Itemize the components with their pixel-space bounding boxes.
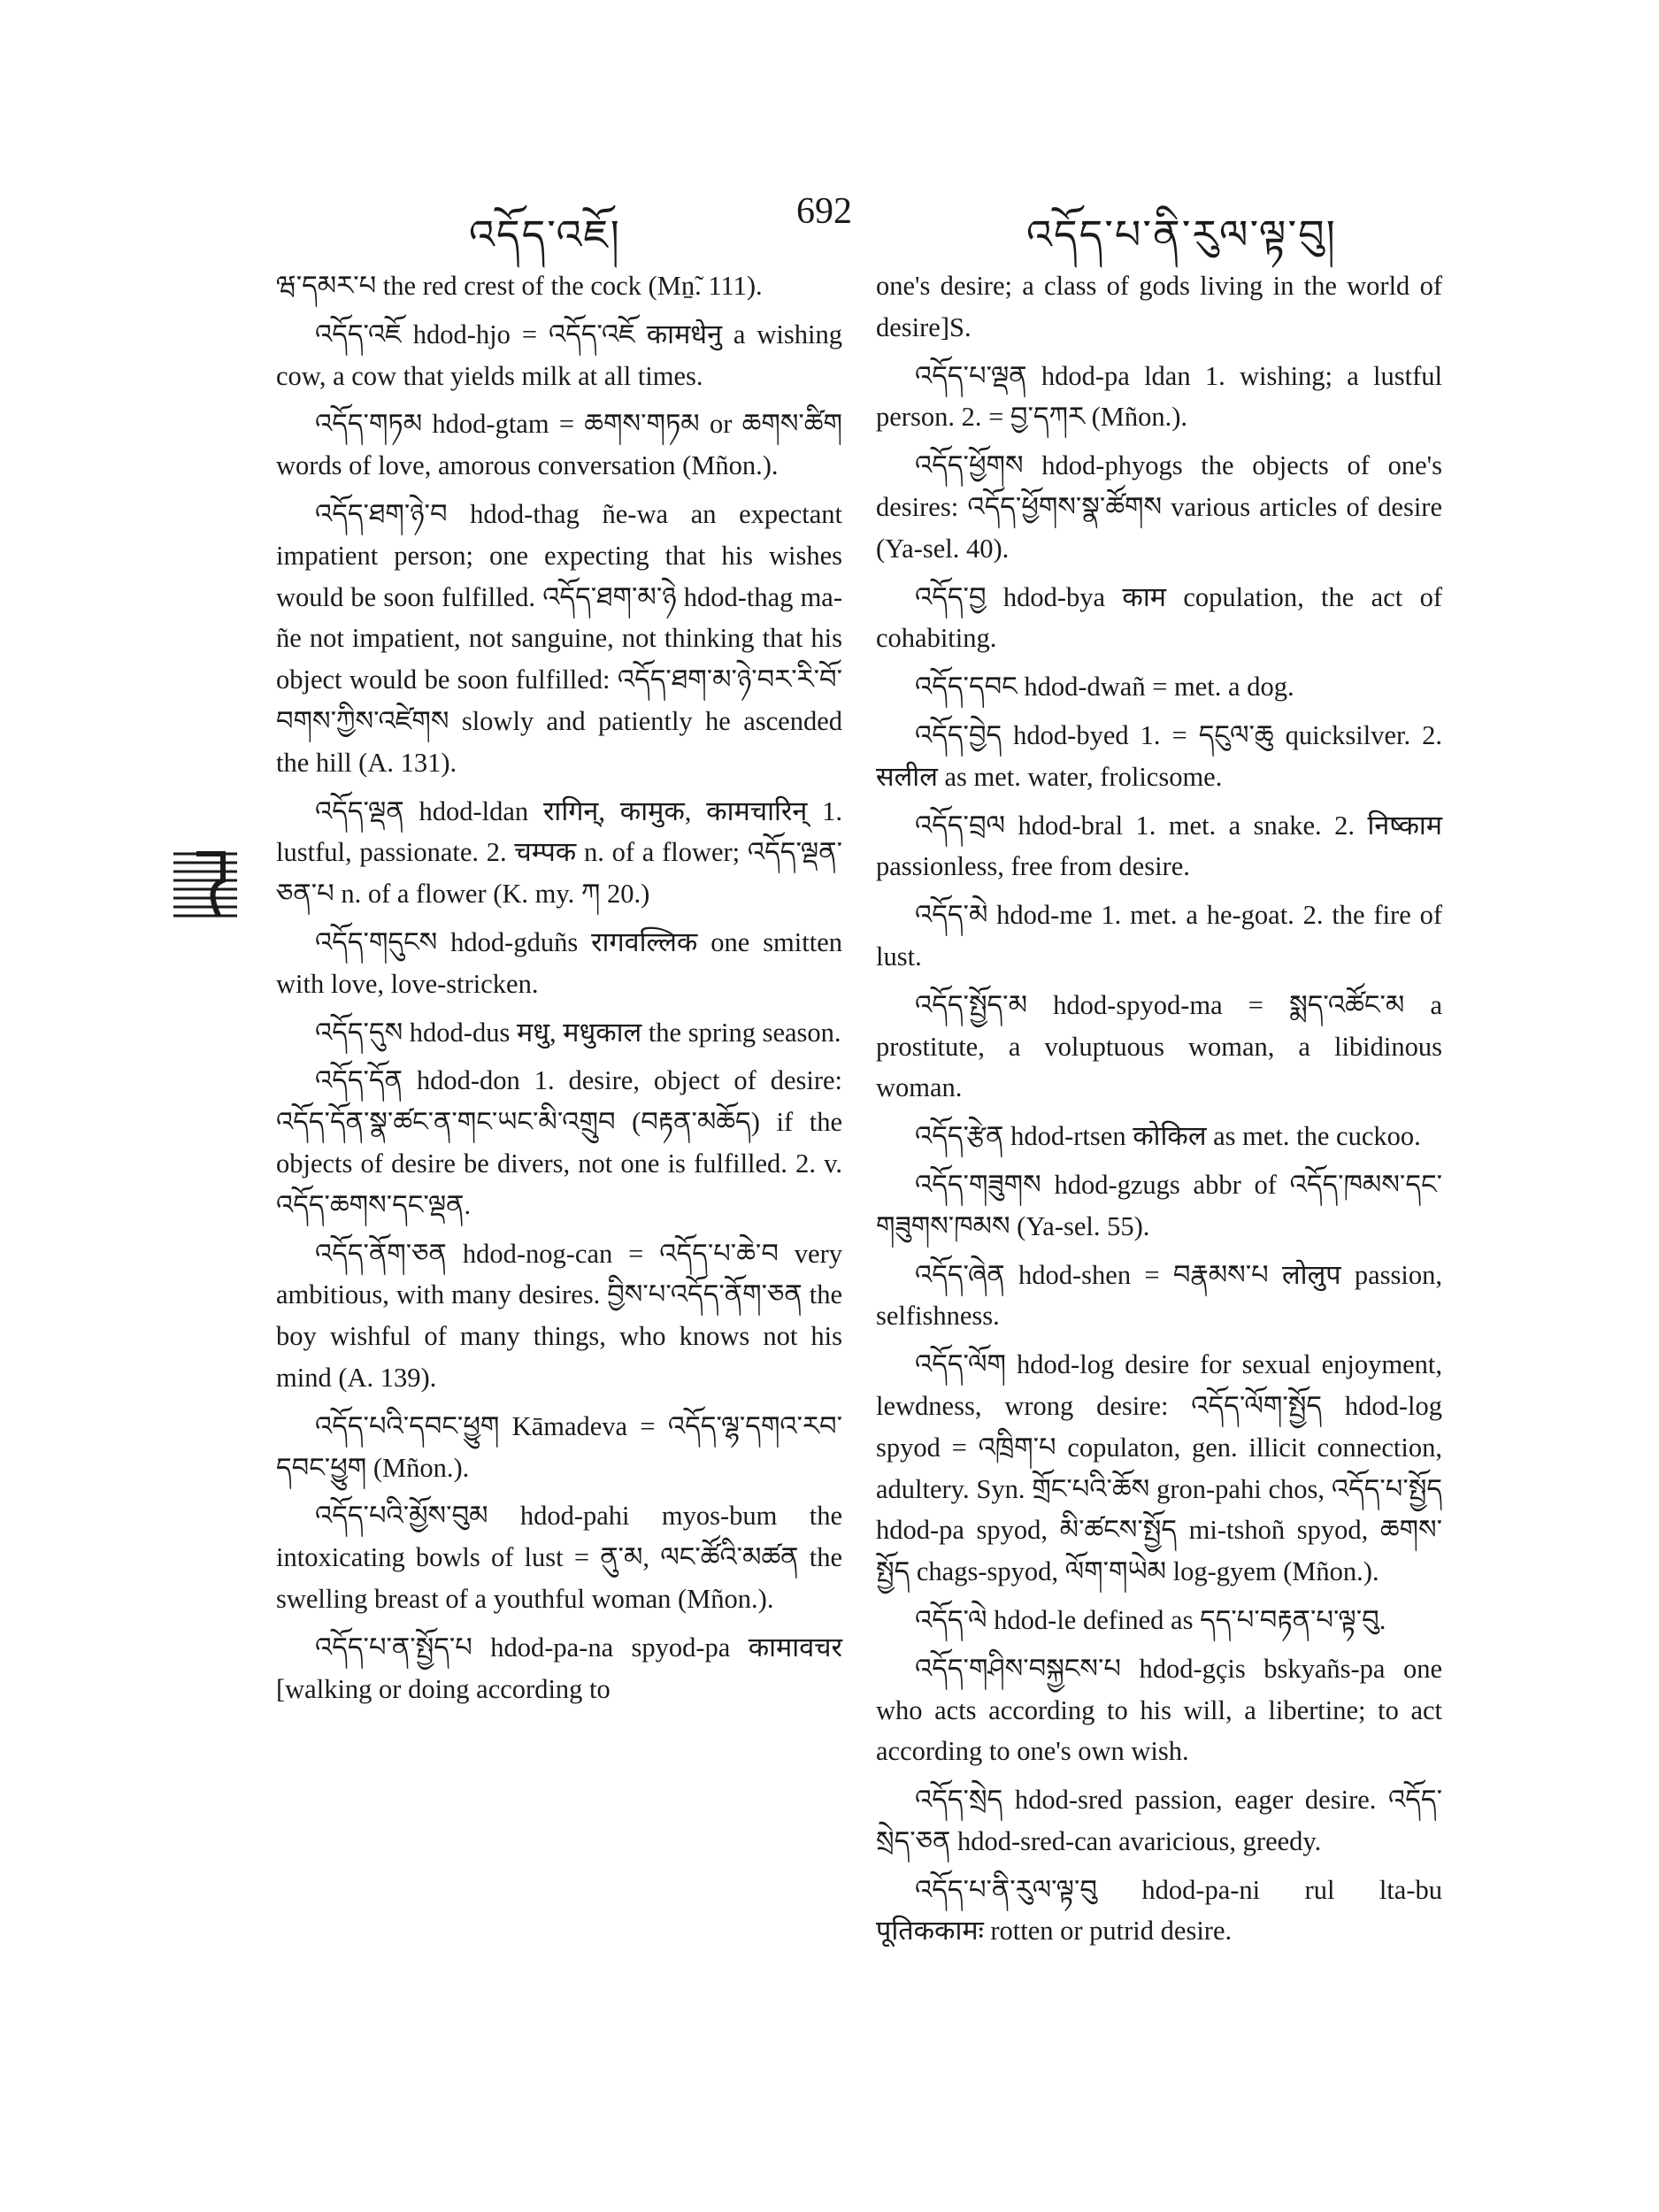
entry: འདོད་པ་ནི་རུལ་ལྟ་བུ hdod-pa-ni rul lta-bu पूतिककामः rotten or putrid desire.: [876, 1874, 1442, 1947]
entry: འདོད་བྱ hdod-bya काम copulation, the act of cohabiting.: [876, 581, 1442, 654]
entry: འདོད་གཟུགས hdod-gzugs abbr of འདོད་ཁམས་དང་གཟུགས་ཁམས (Ya-sel. 55).: [876, 1169, 1442, 1241]
header-right-headword: འདོད་པ་ནི་རུལ་ལྟ་བུ།: [1026, 212, 1337, 257]
entry: འདོད་ལོག hdod-log desire for sexual enjoyment, lewdness, wrong desire: འདོད་ལོག་སྤྱོད hdod-log spyod = འཁྲིག་པ copulaton, gen. illicit connection, adultery. Syn. གྲོང་པའི་ཆོས gron-pahi chos, འདོད་པ་སྤྱོད hdod-pa spyod, མི་ཚངས་སྤྱོད mi-tshoñ spyod, ཆགས་སྤྱོད chags-spyod, ལོག་གཡེམ log-gyem (Mñon.).: [876, 1349, 1442, 1587]
entry: འདོད་སྤྱོད་མ hdod-spyod-ma = སྨད་འཚོང་མ a prostitute, a voluptuous woman, a libidinous woman.: [876, 989, 1442, 1103]
entry: འདོད་ཐག་ཉེ་བ hdod-thag ñe-wa an expectant impatient person; one expecting that his wishes would be soon fulfilled. འདོད་ཐག་མ་ཉེ hdod-thag ma-ñe not impatient, not sanguine, not thinking that his object would be soon fulfilled: འདོད་ཐག་མ་ཉེ་བར་རི་བོ་བགས་ཀྱིས་འཛེགས slowly and patiently he ascended the hill (A. 131).: [276, 498, 842, 778]
entry: འདོད་ཕྱོགས hdod-phyogs the objects of one's desires: འདོད་ཕྱོགས་སྣ་ཚོགས various articles of desire (Ya-sel. 40).: [876, 450, 1442, 564]
entry: འདོད་པ་ལྡན hdod-pa ldan 1. wishing; a lustful person. 2. = བྱ་དཀར (Mñon.).: [876, 360, 1442, 433]
entry: འདོད་བྲལ hdod-bral 1. met. a snake. 2. निष्काम passionless, free from desire.: [876, 810, 1442, 882]
entry: འདོད་པའི་མྱོས་བུམ hdod-pahi myos-bum the intoxicating bowls of lust = ནུ་མ, ལང་ཚོའི་མཚན the swelling breast of a youthful woman (Mñon.).: [276, 1501, 842, 1614]
left-column: [276, 265, 842, 1717]
entry: འདོད་པའི་དབང་ཕྱུག Kāmadeva = འདོད་ལྷ་དགའ་རབ་དབང་ཕྱུག (Mñon.).: [276, 1410, 842, 1483]
entry: འདོད་དབང hdod-dwañ = met. a dog.: [915, 672, 1294, 703]
page-number: 692: [796, 191, 852, 232]
entry: འདོད་གཏམ hdod-gtam = ཆགས་གཏམ or ཆགས་ཚིག words of love, amorous conversation (Mñon.).: [276, 409, 842, 481]
entry: འདོད་རྩེན hdod-rtsen कोकिल as met. the cuckoo.: [915, 1121, 1421, 1152]
right-column: [876, 265, 1442, 1959]
entry: འདོད་གདུངས hdod-gduñs रागवल्लिक one smitten with love, love-stricken.: [276, 926, 842, 999]
entry: འདོད་ལྡན hdod-ldan रागिन्, कामुक, कामचारिन् 1. lustful, passionate. 2. चम्पक n. of a flower; འདོད་ལྡན་ཅན་པ n. of a flower (K. my. ཀ 20.): [276, 795, 842, 910]
entry: ཝ་དམར་པ the red crest of the cock (Mṉ̃. 111).: [276, 271, 763, 301]
entry: འདོད་ཞེན hdod-shen = བརྣམས་པ लोलुप passion, selfishness.: [876, 1259, 1442, 1332]
entry: འདོད་དོན hdod-don 1. desire, object of desire: འདོད་དོན་སྣ་ཚང་ན་གང་ཡང་མི་འགྲུབ (བརྟན་མཆོད) if the objects of desire be divers, not one is fulfilled. 2. v. འདོད་ཆགས་དང་ལྡན.: [276, 1065, 842, 1220]
entry: འདོད་པ་ན་སྤྱོད་པ hdod-pa-na spyod-pa कामावचर [walking or doing according to: [276, 1632, 842, 1704]
entry: འདོད་ནོག་ཅན hdod-nog-can = འདོད་པ་ཆེ་བ very ambitious, with many desires. བྱིས་པ་འདོད་ནོག་ཅན the boy wishful of many things, who knows not his mind (A. 139).: [276, 1238, 842, 1393]
header-left-headword: འདོད་འཇོ།: [469, 212, 621, 257]
entry: འདོད་གཤིས་བསྐྱངས་པ hdod-gçis bskyañs-pa one who acts according to his will, a libertine; to act according to one's own wish.: [876, 1653, 1442, 1767]
margin-ornament-icon: [170, 845, 241, 925]
entry: one's desire; a class of gods living in the world of desire]S.: [876, 271, 1442, 342]
entry: འདོད་དུས hdod-dus मधु, मधुकाल the spring season.: [315, 1017, 841, 1048]
entry: འདོད་འཇོ hdod-hjo = འདོད་འཇོ कामधेनु a wishing cow, a cow that yields milk at all times.: [276, 319, 842, 391]
entry: འདོད་སྲེད hdod-sred passion, eager desire. འདོད་སྲེད་ཅན hdod-sred-can avaricious, greedy.: [876, 1785, 1442, 1856]
entry: འདོད་བྱེད hdod-byed 1. = དངུལ་ཆུ quicksilver. 2. सलील as met. water, frolicsome.: [876, 719, 1442, 792]
entry: འདོད་ལེ hdod-le defined as དད་པ་བརྟན་པ་ལྟ་བུ.: [915, 1604, 1386, 1635]
entry: འདོད་མེ hdod-me 1. met. a he-goat. 2. the fire of lust.: [876, 900, 1442, 972]
